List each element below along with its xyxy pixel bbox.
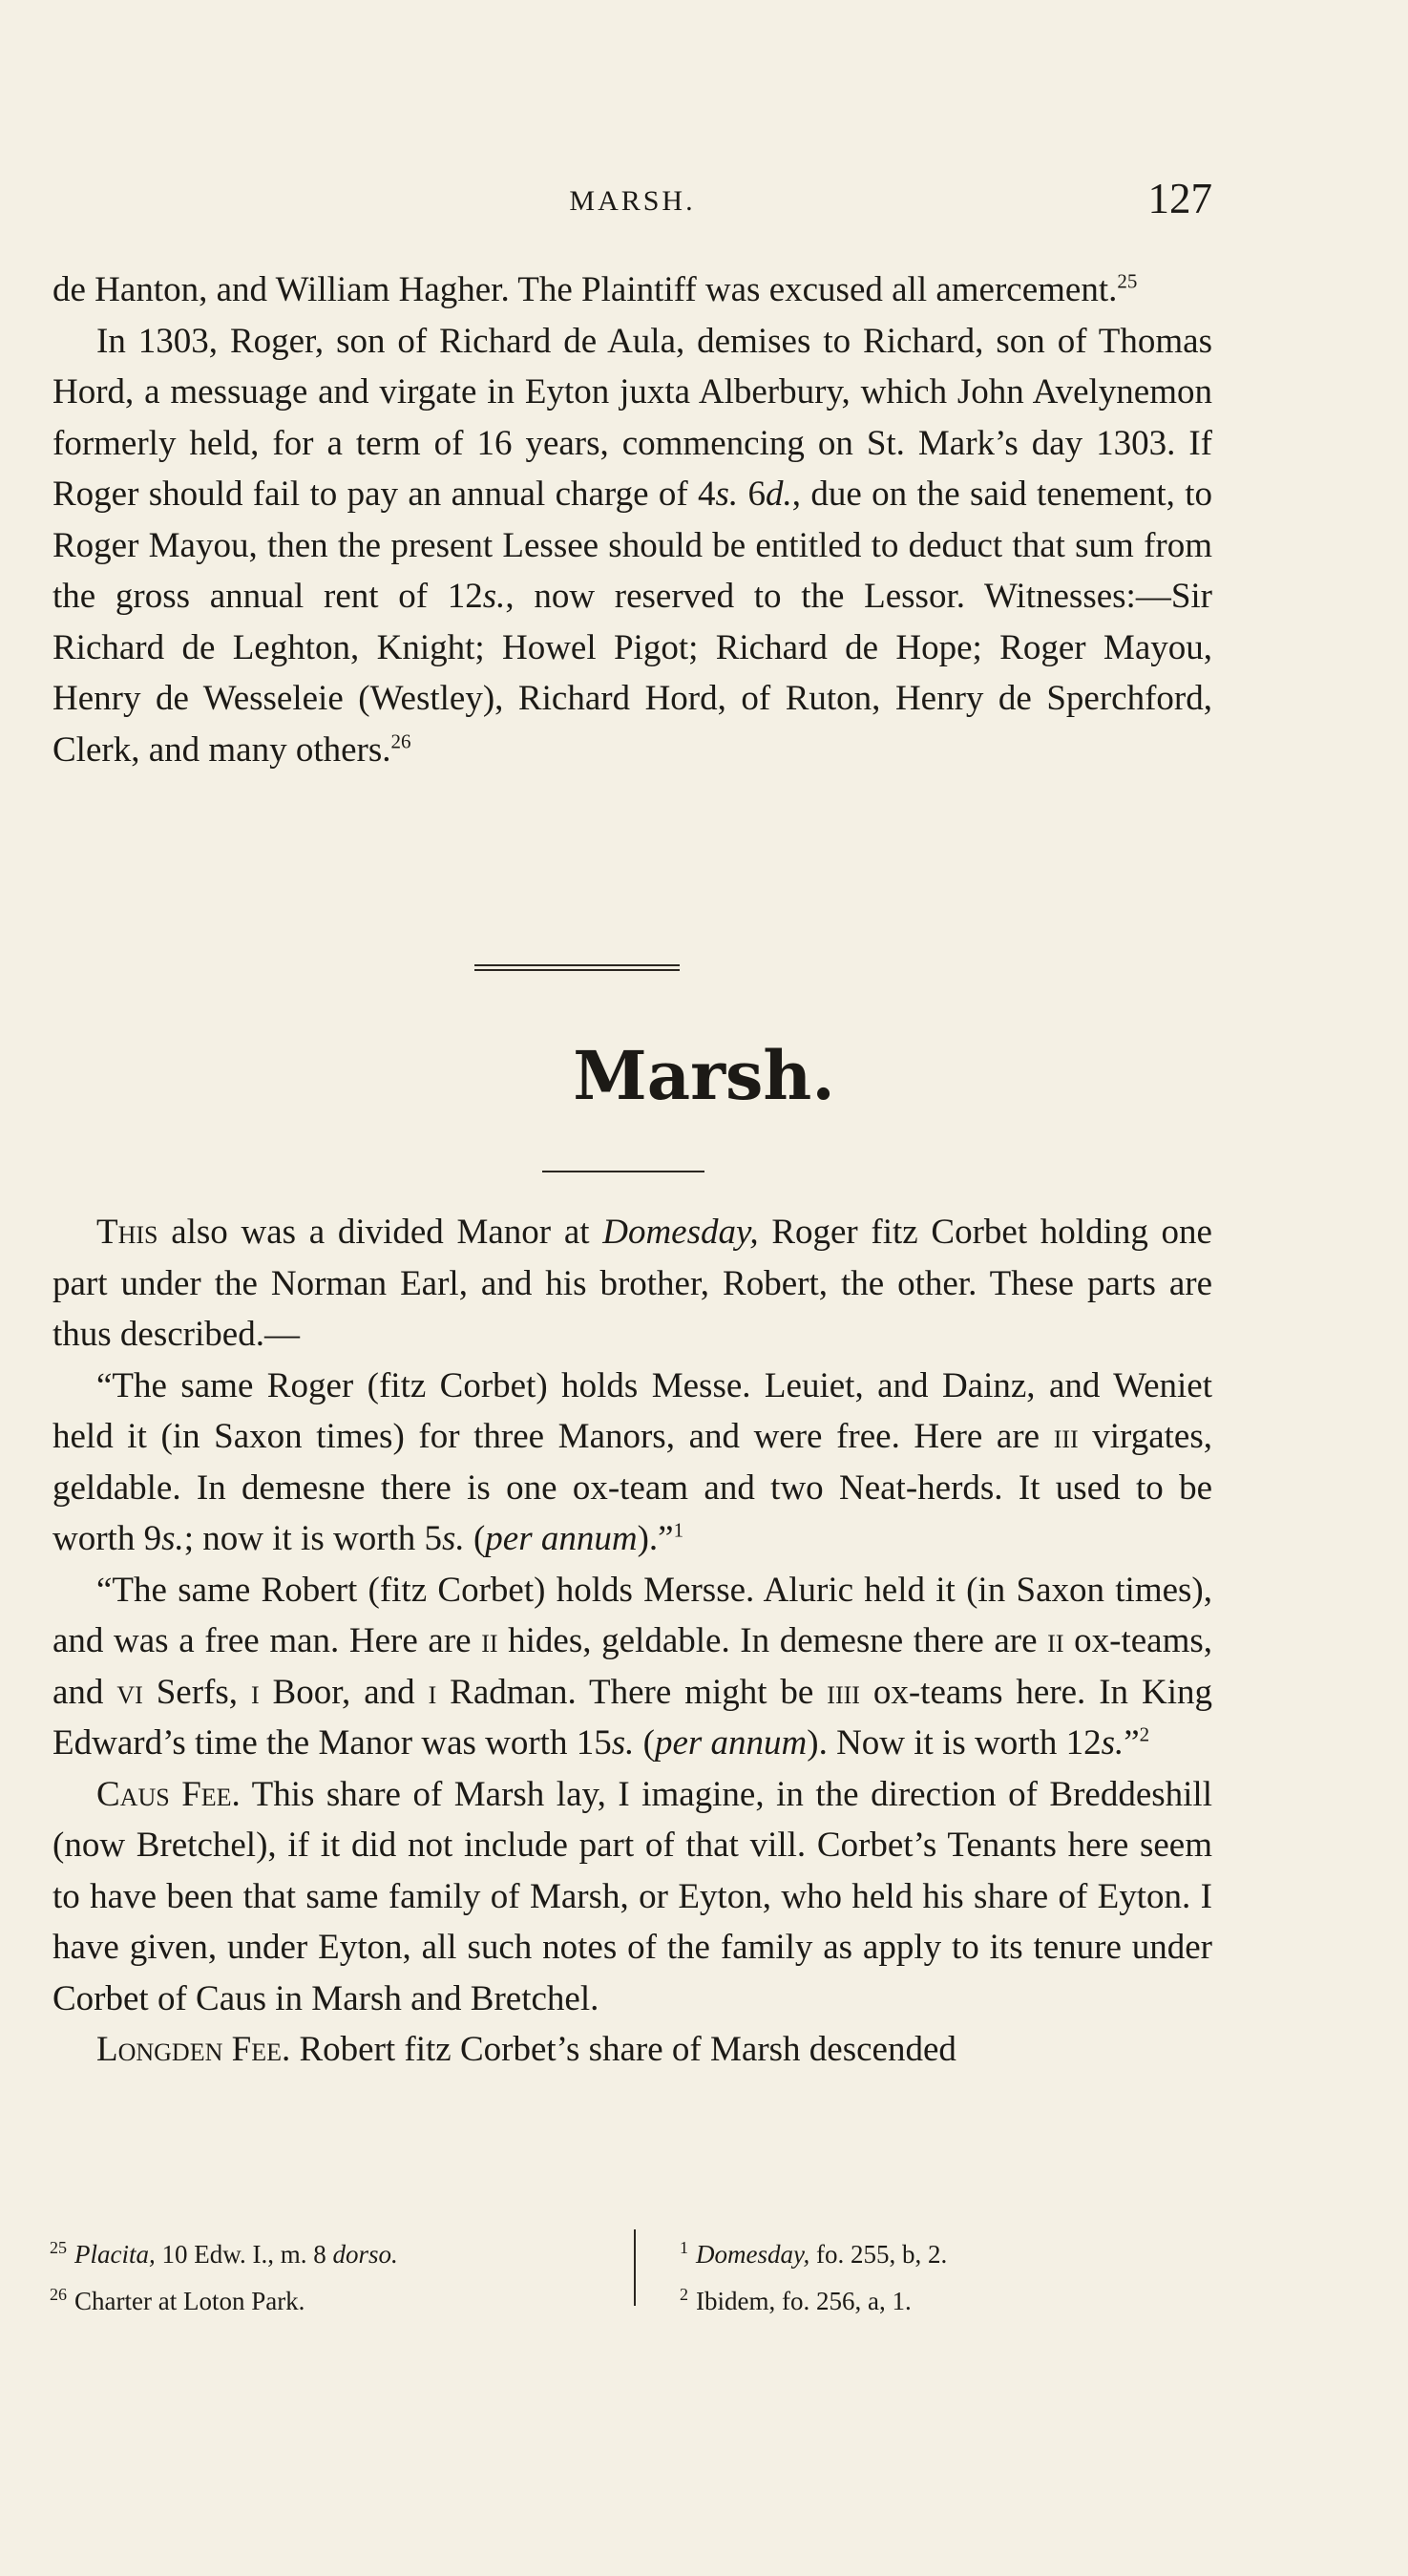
paragraph-longden-fee: Longden Fee. Robert fitz Corbet’s share of Marsh descended	[96, 2030, 956, 2069]
footnote-26: $^{26}$ Charter at Loton Park.	[50, 2284, 305, 2315]
footnote-1: $^1$ Domesday, fo. 255, b, 2.	[680, 2238, 948, 2269]
page-header	[53, 174, 1212, 222]
footnote-2: $^2$ Ibidem, fo. 256, a, 1.	[680, 2284, 912, 2315]
section-divider-double	[474, 964, 680, 971]
footnote-ref: 2	[1139, 1722, 1150, 1746]
footnotes	[50, 2228, 1212, 2313]
footnotes-left	[50, 2228, 398, 2321]
footnotes-right	[680, 2228, 947, 2321]
paragraph-1303-demise: In 1303, Roger, son of Richard de Aula, demises to Richard, son of Thomas Hord, a messuage and virgate in Eyton juxta Alberbury, which John Avelynemon formerly held, for a term of 16 years, commencing on St. Mark’s day 1303. If Roger should fail to pay an annual charge of 4s. 6d., due on the said tenement, to Roger Mayou, then the present Lessee should be entitled to deduct that sum from the gross annual rent of 12s., now reserved to the Lessor. Witnesses:—Sir Richard de Leghton, Knight; Howel Pigot; Richard de Hope; Roger Mayou, Henry de Wesseleie (Westley), Richard Hord, of Ruton, Henry de Sperchford, Clerk, and many others.$^{26}$	[53, 321, 1212, 770]
page-number: 127	[1147, 175, 1212, 222]
footnote-ref: 1	[673, 1518, 684, 1542]
top-text-block	[53, 264, 1212, 775]
footnote-ref: 26	[390, 729, 411, 753]
footnote-divider	[634, 2229, 636, 2306]
section-text-block	[53, 1207, 1212, 2076]
paragraph-continuation: de Hanton, and William Hagher. The Plaintiff was excused all amercement.$^{25}$	[53, 269, 1138, 309]
running-head: MARSH.	[569, 185, 696, 217]
paragraph-domesday-robert: “The same Robert (fitz Corbet) holds Mersse. Aluric held it (in Saxon times), and was a free man. Here are ii hides, geldable. In demesne there are ii ox-teams, and vi Serfs, i Boor, and i Radman. There might be iiii ox-teams here. In King Edward’s time the Manor was worth 15s. (per annum). Now it is worth 12s.”$^2$	[53, 1570, 1212, 1763]
title-underline	[542, 1171, 704, 1172]
paragraph-caus-fee: Caus Fee. This share of Marsh lay, I imagine, in the direction of Breddeshill (now Bretchel), if it did not include part of that vill. Corbet’s Tenants here seem to have been that same family of Marsh, or Eyton, who held his share of Eyton. I have given, under Eyton, all such notes of the family as apply to its tenure under Corbet of Caus in Marsh and Bretchel.	[53, 1774, 1212, 2018]
footnote-25: $^{25}$ Placita, 10 Edw. I., m. 8 dorso.	[50, 2238, 398, 2269]
footnote-ref: 25	[1117, 269, 1138, 293]
paragraph-domesday-roger: “The same Roger (fitz Corbet) holds Messe. Leuiet, and Dainz, and Weniet held it (in Saxon times) for three Manors, and were free. Here are iii virgates, geldable. In demesne there is one ox-team and two Neat-herds. It used to be worth 9s.; now it is worth 5s. (per annum).”$^1$	[53, 1365, 1212, 1558]
section-title: Marsh.	[573, 1036, 835, 1115]
paragraph-intro: This also was a divided Manor at Domesday, Roger fitz Corbet holding one part under the Norman Earl, and his brother, Robert, the other. These parts are thus described.—	[53, 1213, 1212, 1354]
